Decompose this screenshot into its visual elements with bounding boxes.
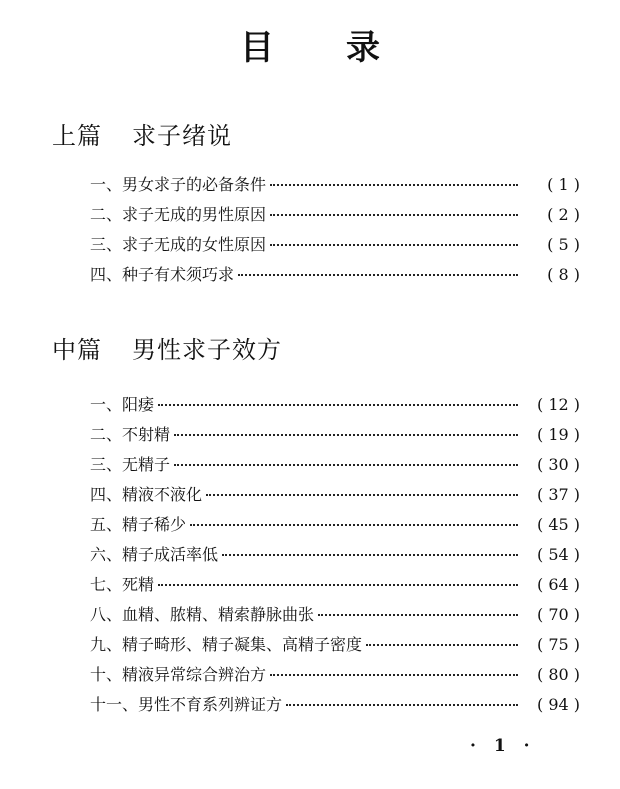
entry-page: ( 8 ) bbox=[547, 265, 580, 284]
entry-page: ( 75 ) bbox=[536, 635, 580, 654]
entry-title: 阳痿 bbox=[122, 395, 155, 414]
toc-list-middle bbox=[90, 392, 580, 722]
dot-leader bbox=[174, 463, 518, 466]
entry-title: 精液异常综合辨治方 bbox=[122, 665, 267, 684]
toc-entry[interactable] bbox=[90, 232, 580, 262]
dot-leader bbox=[286, 703, 518, 706]
dot-leader bbox=[190, 523, 518, 526]
entry-title: 精子稀少 bbox=[122, 515, 187, 534]
entry-page: ( 5 ) bbox=[547, 235, 580, 254]
toc-entry[interactable] bbox=[90, 662, 580, 692]
entry-title: 种子有术须巧求 bbox=[122, 265, 235, 284]
section-heading-upper bbox=[52, 116, 232, 151]
dot-leader bbox=[270, 213, 518, 216]
section-name: 男性求子效方 bbox=[132, 336, 282, 364]
entry-number: 十、 bbox=[90, 665, 123, 684]
entry-number: 八、 bbox=[90, 605, 123, 624]
entry-page: ( 80 ) bbox=[536, 665, 580, 684]
toc-entry[interactable] bbox=[90, 392, 580, 422]
dot-leader bbox=[222, 553, 518, 556]
entry-number: 二、 bbox=[90, 425, 123, 444]
dot-leader bbox=[238, 273, 518, 276]
dot-leader bbox=[270, 183, 518, 186]
entry-number: 三、 bbox=[90, 455, 123, 474]
entry-page: ( 94 ) bbox=[536, 695, 580, 714]
page-number: · 1 · bbox=[470, 736, 536, 756]
entry-number: 七、 bbox=[90, 575, 123, 594]
toc-entry[interactable] bbox=[90, 692, 580, 722]
entry-page: ( 37 ) bbox=[536, 485, 580, 504]
entry-number: 一、 bbox=[90, 175, 123, 194]
entry-title: 男性不育系列辨证方 bbox=[138, 695, 283, 714]
toc-entry[interactable] bbox=[90, 542, 580, 572]
dot-leader bbox=[270, 243, 518, 246]
entry-number: 六、 bbox=[90, 545, 123, 564]
toc-entry[interactable] bbox=[90, 172, 580, 202]
toc-list-upper bbox=[90, 172, 580, 292]
entry-title: 精液不液化 bbox=[122, 485, 203, 504]
toc-entry[interactable] bbox=[90, 262, 580, 292]
dot-leader bbox=[206, 493, 518, 496]
dot-leader bbox=[318, 613, 518, 616]
entry-number: 四、 bbox=[90, 265, 123, 284]
toc-entry[interactable] bbox=[90, 602, 580, 632]
section-heading-middle bbox=[52, 330, 282, 365]
dot-leader bbox=[158, 403, 518, 406]
toc-entry[interactable] bbox=[90, 202, 580, 232]
entry-title: 精子畸形、精子凝集、高精子密度 bbox=[122, 635, 363, 654]
page-title bbox=[0, 20, 620, 69]
section-part-label: 中篇 bbox=[52, 336, 102, 364]
entry-number: 十一、 bbox=[90, 695, 139, 714]
entry-page: ( 30 ) bbox=[536, 455, 580, 474]
section-part-label: 上篇 bbox=[52, 122, 102, 150]
entry-title: 不射精 bbox=[122, 425, 171, 444]
entry-number: 二、 bbox=[90, 205, 123, 224]
toc-entry[interactable] bbox=[90, 452, 580, 482]
entry-page: ( 45 ) bbox=[536, 515, 580, 534]
toc-entry[interactable] bbox=[90, 422, 580, 452]
entry-title: 血精、脓精、精索静脉曲张 bbox=[122, 605, 315, 624]
entry-page: ( 54 ) bbox=[536, 545, 580, 564]
entry-page: ( 70 ) bbox=[536, 605, 580, 624]
entry-number: 一、 bbox=[90, 395, 123, 414]
entry-title: 男女求子的必备条件 bbox=[122, 175, 267, 194]
dot-leader bbox=[270, 673, 518, 676]
entry-title: 死精 bbox=[122, 575, 155, 594]
toc-entry[interactable] bbox=[90, 482, 580, 512]
toc-entry[interactable] bbox=[90, 572, 580, 602]
dot-leader bbox=[174, 433, 518, 436]
entry-page: ( 2 ) bbox=[547, 205, 580, 224]
entry-number: 三、 bbox=[90, 235, 123, 254]
toc-entry[interactable] bbox=[90, 632, 580, 662]
dot-leader bbox=[366, 643, 518, 646]
entry-title: 求子无成的女性原因 bbox=[122, 235, 267, 254]
entry-page: ( 12 ) bbox=[536, 395, 580, 414]
title-char-1: 目 bbox=[240, 28, 274, 68]
entry-page: ( 1 ) bbox=[547, 175, 580, 194]
entry-title: 无精子 bbox=[122, 455, 171, 474]
entry-number: 四、 bbox=[90, 485, 123, 504]
entry-number: 五、 bbox=[90, 515, 123, 534]
entry-page: ( 64 ) bbox=[536, 575, 580, 594]
dot-leader bbox=[158, 583, 518, 586]
section-name: 求子绪说 bbox=[132, 122, 232, 150]
entry-title: 求子无成的男性原因 bbox=[122, 205, 267, 224]
entry-number: 九、 bbox=[90, 635, 123, 654]
entry-title: 精子成活率低 bbox=[122, 545, 219, 564]
entry-page: ( 19 ) bbox=[536, 425, 580, 444]
toc-entry[interactable] bbox=[90, 512, 580, 542]
title-char-2: 录 bbox=[346, 28, 380, 68]
